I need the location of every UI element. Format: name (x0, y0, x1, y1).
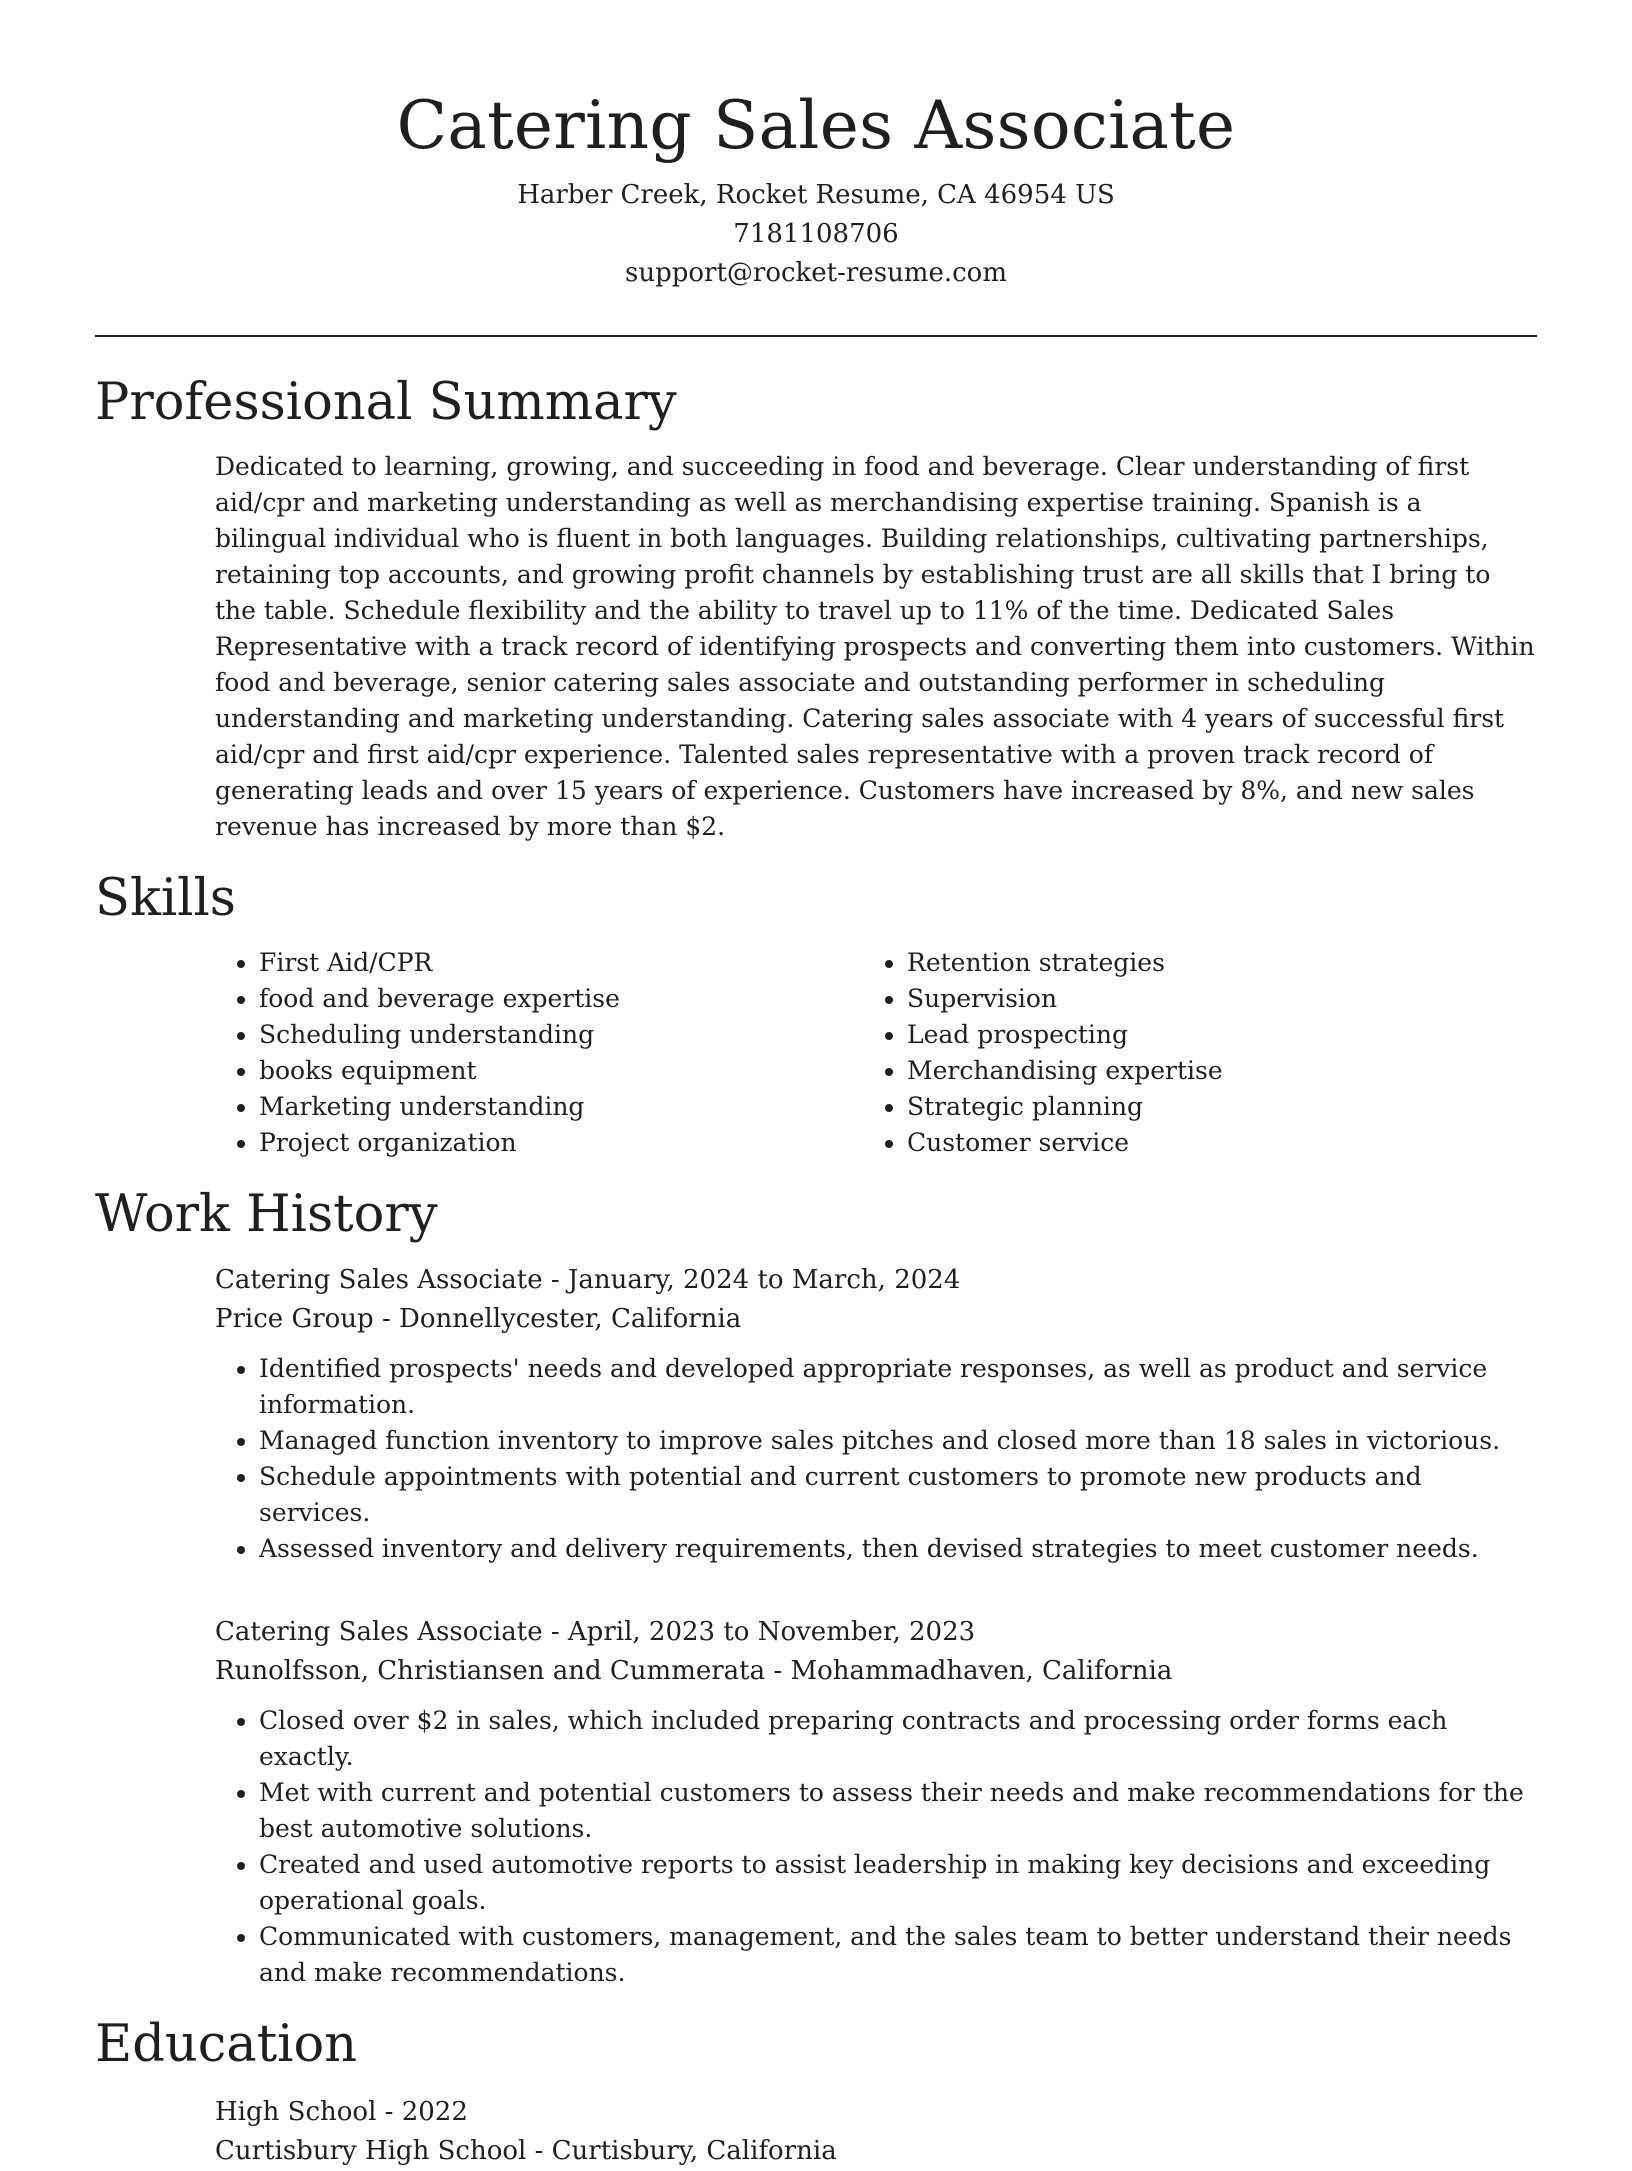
education-location: Curtisbury, California (551, 2136, 837, 2166)
skill-item: • Merchandising expertise (907, 1053, 1537, 1089)
section-title-skills: Skills (95, 869, 236, 928)
contact-email: support@rocket-resume.com (624, 258, 1007, 288)
section-title-work-history: Work History (95, 1185, 438, 1244)
skill-item: • Project organization (259, 1125, 863, 1161)
section-title-summary: Professional Summary (95, 373, 677, 432)
job-bullet: • Created and used automotive reports to assist leadership in making key decisions and exceeding operational goals. (259, 1847, 1537, 1919)
job-location: Mohammadhaven, California (790, 1656, 1173, 1686)
skills-column-left (215, 945, 863, 1161)
job-position: Catering Sales Associate (215, 1617, 543, 1647)
job-location: Donnellycester, California (399, 1304, 742, 1334)
job-position: Catering Sales Associate (215, 1265, 543, 1295)
separator: - (373, 1304, 400, 1334)
education-school: Curtisbury High School (215, 2136, 527, 2166)
job-entry (215, 1613, 1537, 1991)
skills-list-left (215, 945, 863, 1161)
skills-list-right (863, 945, 1537, 1161)
summary-content (95, 449, 1537, 845)
education-degree-line (215, 2093, 1537, 2132)
skills-column-right (863, 945, 1537, 1161)
job-company: Runolfsson, Christiansen and Cummerata (215, 1656, 766, 1686)
header-divider (95, 335, 1537, 337)
education-school-line (215, 2132, 1537, 2171)
separator: - (526, 2136, 552, 2166)
job-company-line (215, 1300, 1537, 1339)
section-title-education: Education (95, 2015, 358, 2074)
job-bullets (215, 1351, 1537, 1567)
education-year: 2022 (401, 2097, 468, 2127)
separator: - (376, 2097, 402, 2127)
work-history-content (95, 1261, 1537, 1991)
skill-item: • Customer service (907, 1125, 1537, 1161)
job-bullet: • Assessed inventory and delivery requirements, then devised strategies to meet customer needs. (259, 1531, 1537, 1567)
job-bullet: • Met with current and potential customers to assess their needs and make recommendations for the best automotive solutions. (259, 1775, 1537, 1847)
skills-columns (215, 945, 1537, 1161)
job-title-line (215, 1261, 1537, 1300)
job-bullet: • Closed over $2 in sales, which included preparing contracts and processing order forms each exactly. (259, 1703, 1537, 1775)
skill-item: • Strategic planning (907, 1089, 1537, 1125)
contact-address: Harber Creek, Rocket Resume, CA 46954 US (517, 180, 1115, 210)
skill-item: • First Aid/CPR (259, 945, 863, 981)
skills-content (95, 945, 1537, 1161)
skill-item: • Marketing understanding (259, 1089, 863, 1125)
job-dates: January, 2024 to March, 2024 (567, 1265, 961, 1295)
separator: - (765, 1656, 791, 1686)
job-bullet: • Schedule appointments with potential and current customers to promote new products and services. (259, 1459, 1537, 1531)
skill-item: • Lead prospecting (907, 1017, 1537, 1053)
skill-item: • Supervision (907, 981, 1537, 1017)
separator: - (542, 1617, 568, 1647)
resume-header (95, 0, 1537, 293)
contact-phone: 7181108706 (733, 219, 899, 249)
education-content (95, 2093, 1537, 2171)
job-entry (215, 1261, 1537, 1567)
candidate-title: Catering Sales Associate (396, 87, 1236, 164)
contact-info (95, 176, 1537, 293)
job-bullets (215, 1703, 1537, 1991)
education-entry (215, 2093, 1537, 2171)
job-bullet: • Communicated with customers, management, and the sales team to better understand their needs and make recommendations. (259, 1919, 1537, 1991)
separator: - (542, 1265, 568, 1295)
skill-item: • Scheduling understanding (259, 1017, 863, 1053)
education-degree: High School (215, 2097, 377, 2127)
job-bullet: • Identified prospects' needs and developed appropriate responses, as well as product and service information. (259, 1351, 1537, 1423)
job-company: Price Group (215, 1304, 374, 1334)
job-company-line (215, 1652, 1537, 1691)
job-bullet: • Managed function inventory to improve sales pitches and closed more than 18 sales in victorious. (259, 1423, 1537, 1459)
skill-item: • Retention strategies (907, 945, 1537, 981)
summary-text: Dedicated to learning, growing, and succeeding in food and beverage. Clear understanding of first aid/cpr and marketing understanding as well as merchandising expertise training. Spanish is a bilingual individual who is fluent in both languages. Building relationships, cultivating partnerships, retaining top accounts, and growing profit channels by establishing trust are all skills that I bring to the table. Schedule flexibility and the ability to travel up to 11% of the time. Dedicated Sales Representative with a track record of identifying prospects and converting them into customers. Within food and beverage, senior catering sales associate and outstanding performer in scheduling understanding and marketing understanding. Catering sales associate with 4 years of successful first aid/cpr and first aid/cpr experience. Talented sales representative with a proven track record of generating leads and over 15 years of experience. Customers have increased by 8%, and new sales revenue has increased by more than $2. (215, 452, 1535, 841)
job-title-line (215, 1613, 1537, 1652)
skill-item: • food and beverage expertise (259, 981, 863, 1017)
job-dates: April, 2023 to November, 2023 (567, 1617, 976, 1647)
skill-item: • books equipment (259, 1053, 863, 1089)
